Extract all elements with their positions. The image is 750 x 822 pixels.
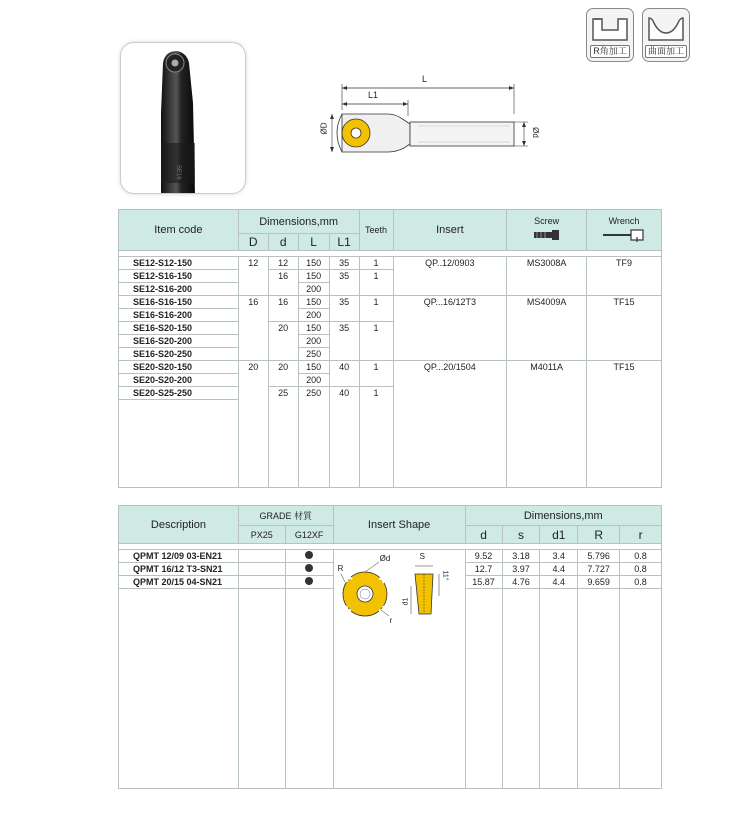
cell-insert: QP...20/1504 [393,361,507,488]
dim-diameter-small-label: Ød [530,127,540,138]
cell-D: 16 [238,296,268,361]
table-row-code: SE12-S16-200 [119,283,239,296]
cell-s: 3.18 [502,550,540,563]
product-photo [120,42,246,194]
cell-L1: 40 [329,387,359,488]
cell-px25 [238,563,285,576]
col-g12xf: G12XF [285,526,333,544]
col-d1: d1 [540,526,578,544]
cell-r: 0.8 [620,550,662,563]
col-screw [507,210,587,251]
cell-d: 20 [268,361,298,387]
cell-L: 150 [298,322,329,335]
shape-label-d1: d1 [402,597,410,606]
shape-label-d: Ød [379,554,391,563]
cell-L1: 35 [329,296,359,322]
dim-l-label: L [422,74,428,84]
insert-shape-cell [333,550,465,789]
cell-wrench: TF15 [587,296,662,361]
cell-D: 20 [238,361,268,488]
cell-L1: 35 [329,257,359,270]
cell-d: 16 [268,270,298,296]
col-insert: Insert [393,210,507,251]
cell-L: 200 [298,309,329,322]
col-s: s [502,526,540,544]
col-R: R [578,526,620,544]
cell-px25 [238,576,285,589]
cell-d1: 3.4 [540,550,578,563]
screw-header-label: Screw [534,216,560,226]
grade-available-dot [305,564,313,572]
cell-teeth: 1 [359,322,393,361]
col-d: d [268,234,298,251]
shape-label-S: S [419,552,425,561]
cell-L1: 35 [329,270,359,296]
shape-label-R: R [337,564,344,573]
col-L: L [298,234,329,251]
cell-L: 150 [298,361,329,374]
cell-screw: M4011A [507,361,587,488]
table-row-code: SE20-S25-250 [119,387,239,400]
insert-shape-drawing [335,552,463,632]
screw-icon [532,228,562,242]
grade-available-dot [305,551,313,559]
cell-R: 9.659 [578,576,620,589]
cell-d: 25 [268,387,298,488]
table-row-code: SE16-S20-250 [119,348,239,361]
cell-L: 200 [298,335,329,348]
cell-s: 4.76 [502,576,540,589]
table-row-code: SE16-S20-200 [119,335,239,348]
table-row-code: SE20-S20-150 [119,361,239,374]
cell-insert: QP...16/12T3 [393,296,507,361]
cell-px25 [238,550,285,563]
tool-dimension-drawing [318,74,550,164]
cell-d1: 4.4 [540,576,578,589]
category-icons [586,8,690,62]
cell-insert: QP..12/0903 [393,257,507,296]
cell-R: 7.727 [578,563,620,576]
cell-L: 250 [298,387,329,488]
cell-d: 12 [268,257,298,270]
grade-available-dot [305,577,313,585]
cell-r: 0.8 [620,576,662,589]
r-corner-label: R角加工 [590,45,630,58]
cell-L: 150 [298,296,329,309]
insert-spec-table [118,505,662,789]
table-row-code: SE16-S20-150 [119,322,239,335]
cell-teeth: 1 [359,257,393,270]
cell-teeth: 1 [359,361,393,387]
col-d: d [465,526,502,544]
col-wrench [587,210,662,251]
cell-wrench: TF15 [587,361,662,488]
shape-label-r: r [389,616,393,625]
svg-text:SE16: SE16 [175,165,181,180]
table-row-code: SE16-S16-150 [119,296,239,309]
cell-d: 20 [268,322,298,361]
dim-diameter-big-label: ØD [319,122,329,135]
table-row-code: SE12-S12-150 [119,257,239,270]
col-item-code: Item code [119,210,239,251]
cell-g12xf [285,576,333,589]
cell-L: 150 [298,257,329,270]
col-dimensions: Dimensions,mm [465,506,661,526]
cell-L1: 40 [329,361,359,387]
col-dimensions: Dimensions,mm [238,210,359,234]
cell-D: 12 [238,257,268,296]
cell-d: 12.7 [465,563,502,576]
curved-surface-machining-icon [642,8,690,62]
table-filler [119,589,239,789]
col-grade: GRADE 材質 [238,506,333,526]
col-D: D [238,234,268,251]
cell-teeth: 1 [359,270,393,296]
table-row-desc: QPMT 20/15 04-SN21 [119,576,239,589]
cell-r: 0.8 [620,563,662,576]
cell-d: 15.87 [465,576,502,589]
col-r: r [620,526,662,544]
r-corner-machining-icon [586,8,634,62]
cell-L: 250 [298,348,329,361]
table-row-code: SE16-S16-200 [119,309,239,322]
cell-L: 200 [298,374,329,387]
dim-l1-label: L1 [368,90,379,100]
cell-d1: 4.4 [540,563,578,576]
cell-screw: MS4009A [507,296,587,361]
cell-wrench: TF9 [587,257,662,296]
cell-d: 9.52 [465,550,502,563]
table-row-desc: QPMT 16/12 T3-SN21 [119,563,239,576]
table-row-code: SE12-S16-150 [119,270,239,283]
table-row-desc: QPMT 12/09 03-EN21 [119,550,239,563]
cell-teeth: 1 [359,387,393,488]
cell-teeth: 1 [359,296,393,322]
cell-L: 200 [298,283,329,296]
wrench-header-label: Wrench [608,216,640,226]
cell-s: 3.97 [502,563,540,576]
cell-d: 16 [268,296,298,322]
holder-spec-table [118,209,662,488]
cell-g12xf [285,550,333,563]
cell-R: 5.796 [578,550,620,563]
wrench-icon [601,228,647,242]
col-L1: L1 [329,234,359,251]
cell-g12xf [285,563,333,576]
col-insert-shape: Insert Shape [333,506,465,544]
cell-L1: 35 [329,322,359,361]
col-description: Description [119,506,239,544]
col-teeth: Teeth [359,210,393,251]
curved-surface-label: 曲面加工 [645,45,687,58]
col-px25: PX25 [238,526,285,544]
table-filler [119,400,239,488]
table-row-code: SE20-S20-200 [119,374,239,387]
shape-label-angle: 11° [441,570,449,581]
cell-L: 150 [298,270,329,283]
cell-screw: MS3008A [507,257,587,296]
